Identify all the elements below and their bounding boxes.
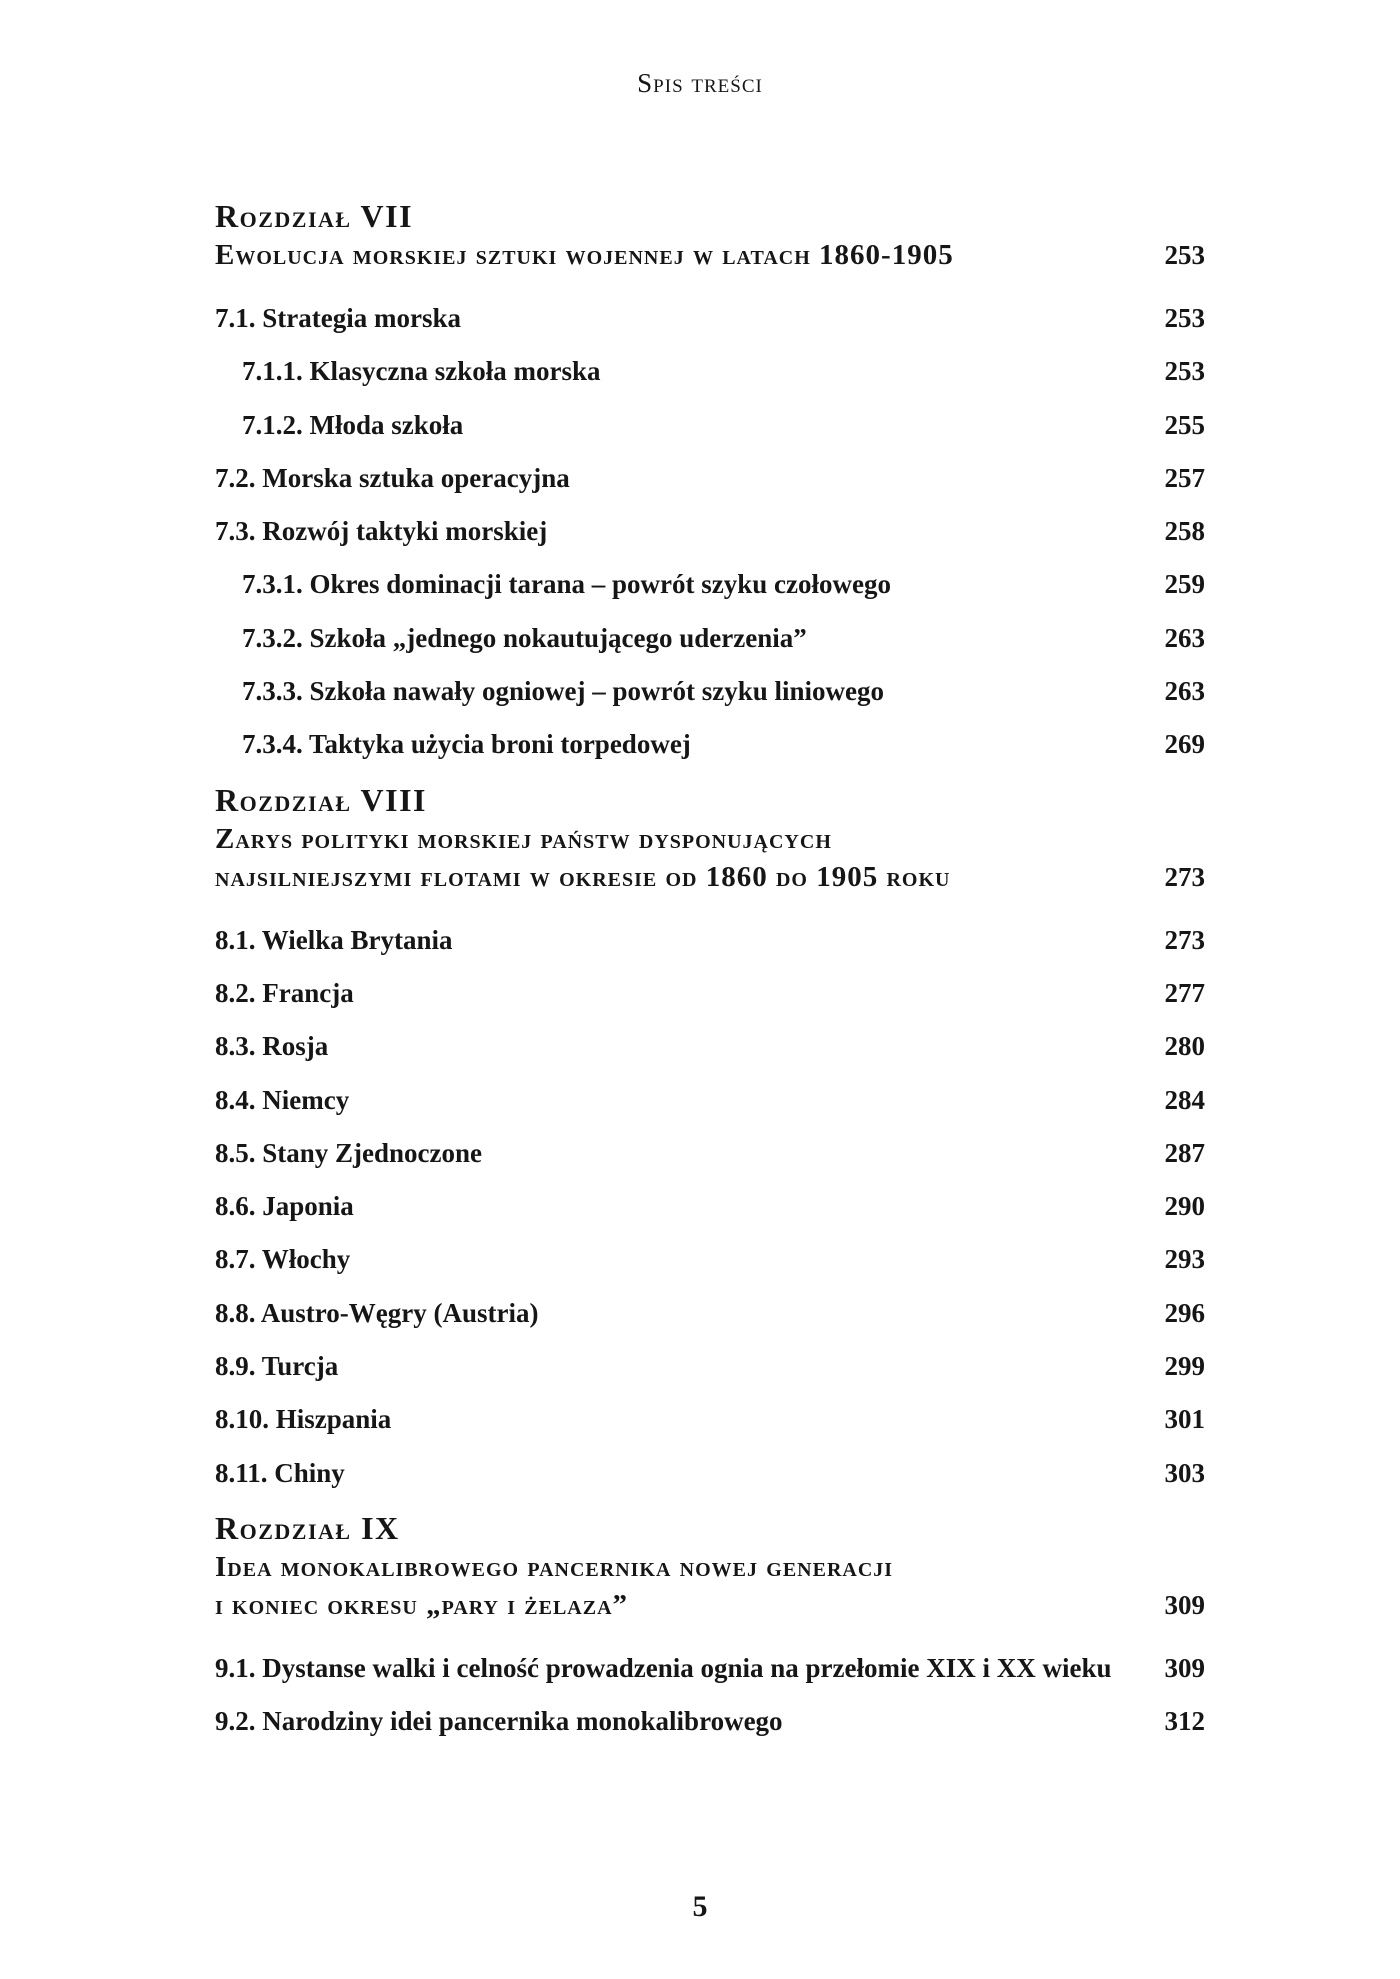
toc-entry-page: 290 — [1164, 1191, 1205, 1222]
toc-entry-page: 259 — [1164, 569, 1205, 600]
toc-entry-title: 8.4. Niemcy — [215, 1084, 350, 1115]
toc-entry[interactable] — [215, 1020, 1205, 1073]
toc-entry[interactable] — [215, 1642, 1205, 1695]
chapter-page-number: 253 — [1164, 240, 1205, 270]
chapter-label: Rozdział VIII — [215, 781, 427, 818]
toc-entry[interactable] — [215, 914, 1205, 967]
toc-entry-page: 296 — [1164, 1297, 1205, 1328]
toc-entry-page: 277 — [1164, 977, 1205, 1008]
toc-entry-title: 8.9. Turcja — [215, 1351, 339, 1382]
toc-entry[interactable] — [215, 1340, 1205, 1393]
toc-entry[interactable] — [215, 1447, 1205, 1500]
chapter-entries — [215, 914, 1205, 1500]
toc-entry-title: 8.3. Rosja — [215, 1031, 329, 1062]
toc-entry[interactable] — [215, 505, 1205, 558]
toc-entry-page: 258 — [1164, 516, 1205, 547]
chapter-8 — [215, 780, 1205, 1500]
toc-entry-title: 8.7. Włochy — [215, 1244, 351, 1275]
chapter-title-line: i koniec okresu „pary i żelaza” — [215, 1588, 629, 1621]
toc-entry-title: 7.1. Strategia morska — [215, 303, 461, 333]
chapter-title-line: Ewolucja morskiej sztuki wojennej w latach 1860-1905 — [215, 239, 954, 271]
chapter-title — [215, 236, 954, 274]
toc-entry[interactable] — [215, 1695, 1205, 1748]
toc-entry[interactable] — [215, 292, 1205, 345]
toc-entry-page: 303 — [1164, 1457, 1205, 1488]
toc-entry[interactable] — [215, 1074, 1205, 1127]
toc-entry-page: 301 — [1164, 1404, 1205, 1435]
toc-entry-title: 8.6. Japonia — [215, 1191, 354, 1222]
toc-entry-page: 253 — [1164, 356, 1205, 387]
toc-entry-page: 312 — [1164, 1706, 1205, 1737]
toc-entry-page: 255 — [1164, 409, 1205, 440]
chapter-label: Rozdział VII — [215, 198, 414, 234]
toc-entry-title: 8.2. Francja — [215, 977, 354, 1008]
toc-entry-title: 7.3. Rozwój taktyki morskiej — [215, 516, 548, 547]
toc-entry-title: 7.2. Morska sztuka operacyjna — [215, 462, 570, 493]
chapter-9 — [215, 1508, 1205, 1749]
toc-entry-page: 273 — [1164, 924, 1205, 955]
chapter-page-number: 309 — [1164, 1589, 1205, 1620]
toc-entry-title: 7.3.4. Taktyka użycia broni torpedowej — [242, 729, 691, 760]
toc-entry-title: 8.10. Hiszpania — [215, 1404, 392, 1435]
toc-entry-title: 8.11. Chiny — [215, 1457, 345, 1488]
toc-entry[interactable] — [215, 1127, 1205, 1180]
toc-entry[interactable] — [215, 1287, 1205, 1340]
toc-subentry[interactable] — [215, 665, 1205, 718]
toc-entry[interactable] — [215, 967, 1205, 1020]
toc-entry-title: 9.2. Narodziny idei pancernika monokalibrowego — [215, 1706, 783, 1737]
toc-entry-page: 263 — [1164, 676, 1205, 707]
toc-entry[interactable] — [215, 1233, 1205, 1286]
toc-entry-title: 7.1.2. Młoda szkoła — [242, 409, 464, 440]
chapter-title — [215, 1548, 893, 1624]
page-number: 5 — [692, 1890, 708, 1923]
chapter-title-row[interactable] — [215, 820, 1205, 896]
toc-entry[interactable] — [215, 1180, 1205, 1233]
chapter-7 — [215, 196, 1205, 772]
toc-entry-page: 299 — [1164, 1351, 1205, 1382]
toc-subentry[interactable] — [215, 612, 1205, 665]
toc-entry-title: 7.3.3. Szkoła nawały ogniowej – powrót szyku liniowego — [242, 676, 885, 707]
toc-subentry[interactable] — [215, 558, 1205, 611]
toc-entry[interactable] — [215, 1393, 1205, 1446]
chapter-title-row[interactable] — [215, 1548, 1205, 1624]
chapter-page-number: 273 — [1164, 861, 1205, 892]
toc-entry-page: 257 — [1164, 462, 1205, 493]
toc-entry-page: 280 — [1164, 1031, 1205, 1062]
chapter-entries — [215, 1642, 1205, 1749]
chapter-label: Rozdział IX — [215, 1509, 400, 1546]
toc-entry-page: 253 — [1164, 303, 1205, 333]
toc-entry-page: 284 — [1164, 1084, 1205, 1115]
toc-subentry[interactable] — [215, 718, 1205, 771]
toc-entry[interactable] — [215, 452, 1205, 505]
toc-entry-title: 9.1. Dystanse walki i celność prowadzenia ognia na przełomie XIX i XX wieku — [215, 1652, 1112, 1683]
toc-entry-page: 293 — [1164, 1244, 1205, 1275]
table-of-contents — [215, 192, 1205, 1757]
toc-subentry[interactable] — [215, 399, 1205, 452]
toc-entry-title: 7.3.1. Okres dominacji tarana – powrót szyku czołowego — [242, 569, 891, 600]
toc-subentry[interactable] — [215, 345, 1205, 398]
toc-entry-page: 263 — [1164, 622, 1205, 653]
chapter-title — [215, 820, 950, 896]
toc-entry-page: 287 — [1164, 1137, 1205, 1168]
toc-entry-page: 309 — [1164, 1652, 1205, 1683]
chapter-title-line: Idea monokalibrowego pancernika nowej generacji — [215, 1550, 894, 1583]
toc-entry-title: 7.1.1. Klasyczna szkoła morska — [242, 356, 601, 387]
chapter-title-line: najsilniejszymi flotami w okresie od 1860 do 1905 roku — [215, 860, 951, 893]
chapter-title-row[interactable] — [215, 236, 1205, 274]
chapter-entries — [215, 292, 1205, 772]
toc-entry-page: 269 — [1164, 729, 1205, 760]
running-header: Spis treści — [637, 68, 763, 98]
toc-entry-title: 7.3.2. Szkoła „jednego nokautującego uderzenia” — [242, 622, 807, 653]
toc-entry-title: 8.1. Wielka Brytania — [215, 924, 453, 955]
toc-entry-title: 8.5. Stany Zjednoczone — [215, 1137, 483, 1168]
chapter-title-line: Zarys polityki morskiej państw dysponujących — [215, 822, 832, 855]
toc-entry-title: 8.8. Austro-Węgry (Austria) — [215, 1297, 539, 1328]
